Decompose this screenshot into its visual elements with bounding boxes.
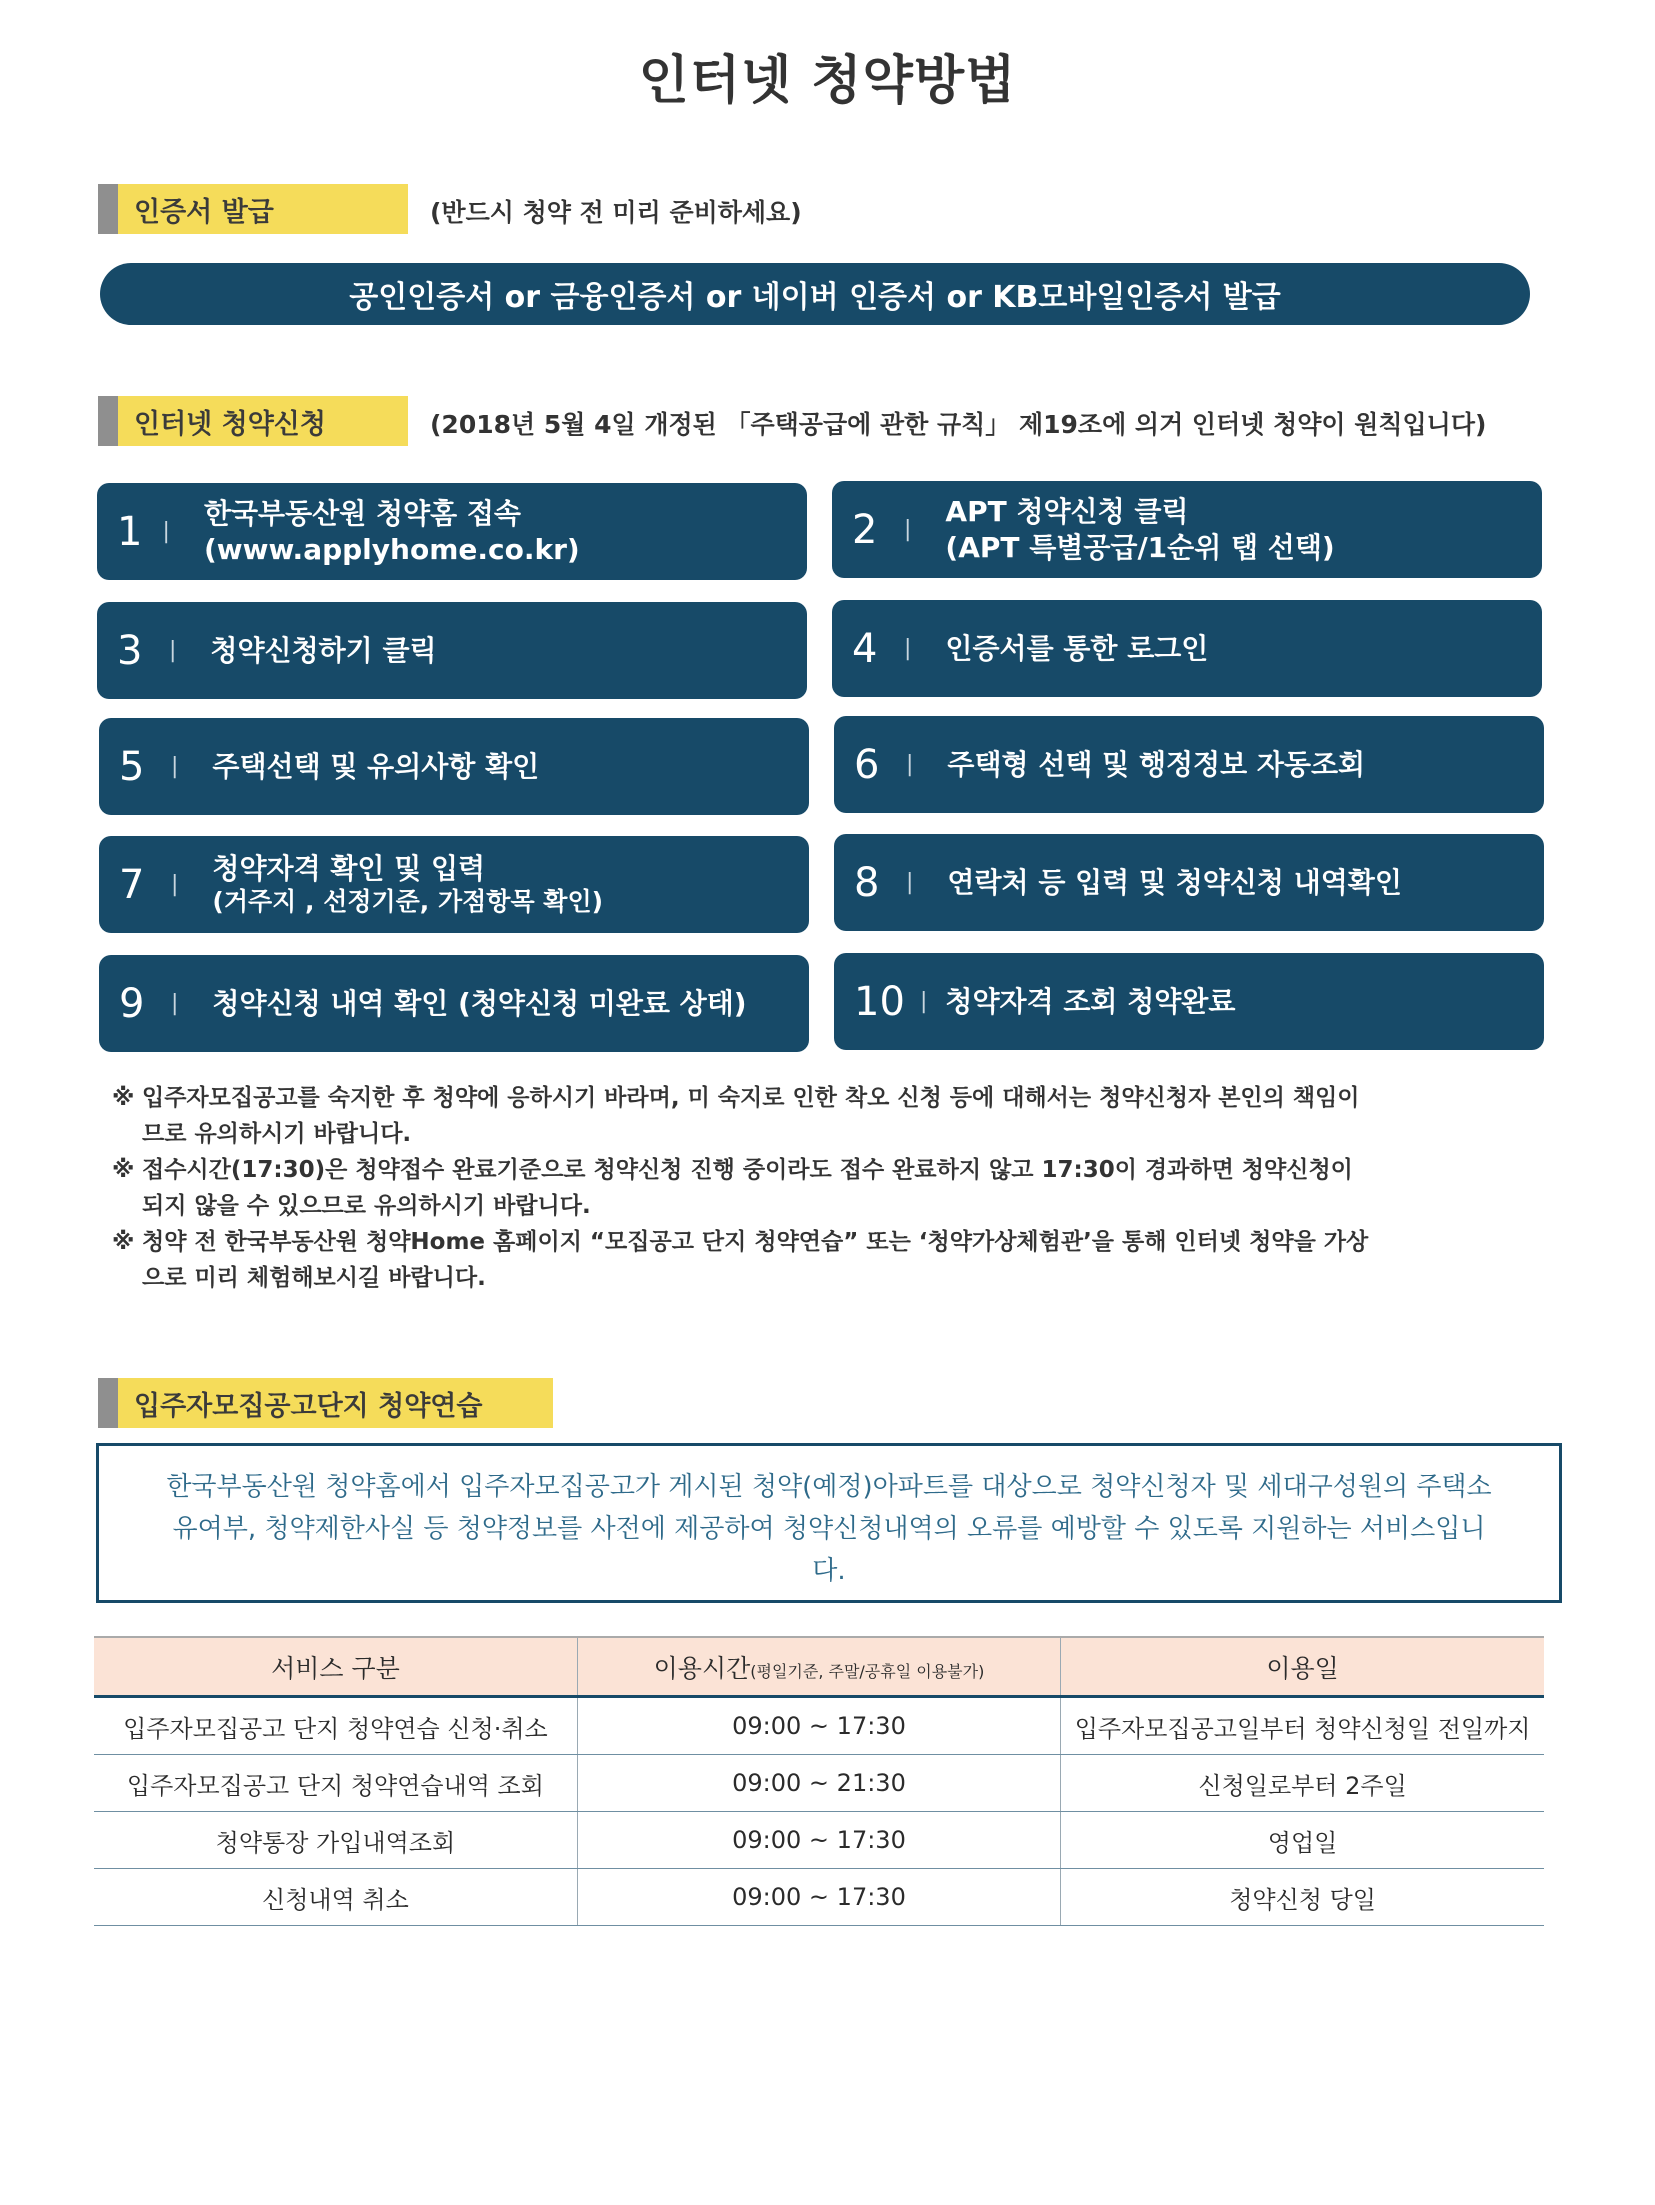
step-separator: | [171,754,179,779]
step-text: 청약신청하기 클릭 [210,633,437,667]
cell-time: 09:00 ~ 21:30 [577,1755,1060,1812]
step-number: 8 [854,859,880,906]
cell-day: 신청일로부터 2주일 [1061,1755,1544,1812]
cell-time: 09:00 ~ 17:30 [577,1812,1060,1869]
cell-time: 09:00 ~ 17:30 [577,1697,1060,1755]
step-9 [99,955,809,1052]
step-7 [99,836,809,933]
step-text: 주택선택 및 유의사항 확인 [212,749,540,783]
step-subtext: (거주지 , 선정기준, 가점항목 확인) [212,887,604,917]
notes-list [112,1080,1372,1296]
step-number: 1 [117,508,143,555]
section-note-internet: (2018년 5월 4일 개정된 「주택공급에 관한 규칙」 제19조에 의거 인터넷 청약이 원칙입니다) [430,410,1487,439]
step-number: 4 [852,625,878,672]
step-text: 한국부동산원 청약홈 접속(www.applyhome.co.kr) [203,496,580,566]
note-mark: ※ [112,1085,135,1111]
section-note-cert: (반드시 청약 전 미리 준비하세요) [430,198,802,227]
step-text: 연락처 등 입력 및 청약신청 내역확인 [947,865,1402,899]
cell-service: 청약통장 가입내역조회 [94,1812,577,1869]
section-title-cert: 인증서 발급 [118,184,408,234]
step-10 [834,953,1544,1050]
note-item [112,1152,1372,1224]
step-separator: | [162,519,170,544]
step-separator: | [904,517,912,542]
step-separator: | [906,870,914,895]
section-marker [98,184,118,234]
step-text: 주택형 선택 및 행정정보 자동조회 [947,747,1366,781]
step-text: 청약자격 확인 및 입력 [212,851,486,885]
step-3 [97,602,807,699]
cell-service: 입주자모집공고 단지 청약연습 신청·취소 [94,1697,577,1755]
service-table [94,1636,1544,1926]
step-separator: | [920,989,928,1014]
step-text: 인증서를 통한 로그인 [945,631,1209,665]
step-number: 9 [119,980,145,1027]
cell-day: 입주자모집공고일부터 청약신청일 전일까지 [1061,1697,1544,1755]
step-number: 5 [119,743,145,790]
step-2 [832,481,1542,578]
note-item [112,1224,1372,1296]
table-row [94,1755,1544,1812]
practice-description: 한국부동산원 청약홈에서 입주자모집공고가 게시된 청약(예정)아파트를 대상으로 청약신청자 및 세대구성원의 주택소유여부, 청약제한사실 등 청약정보를 사전에 제공하여 청약신청내역의 오류를 예방할 수 있도록 지원하는 서비스입니다. [166,1472,1492,1586]
cell-day: 영업일 [1061,1812,1544,1869]
certificate-pill: 공인인증서 or 금융인증서 or 네이버 인증서 or KB모바일인증서 발급 [100,263,1530,325]
section-marker [98,1378,118,1428]
step-separator: | [906,752,914,777]
section-title-internet: 인터넷 청약신청 [118,396,408,446]
step-number: 3 [117,627,143,674]
column-header-time [577,1637,1060,1697]
note-item [112,1080,1372,1152]
step-text: 청약신청 내역 확인 (청약신청 미완료 상태) [212,986,747,1020]
table-row [94,1869,1544,1926]
cell-service: 신청내역 취소 [94,1869,577,1926]
step-1 [97,483,807,580]
step-number: 7 [119,861,145,908]
table-header-row [94,1637,1544,1697]
step-separator: | [904,636,912,661]
section-label-cert [98,184,408,234]
note-mark: ※ [112,1157,135,1183]
step-separator: | [169,638,177,663]
table-row [94,1697,1544,1755]
step-number: 6 [854,741,880,788]
step-number: 10 [854,978,905,1025]
cell-day: 청약신청 당일 [1061,1869,1544,1926]
step-4 [832,600,1542,697]
table-row [94,1812,1544,1869]
step-6 [834,716,1544,813]
step-text: APT 청약신청 클릭 [945,494,1189,528]
column-header-time-label: 이용시간 [653,1653,751,1683]
step-number: 2 [852,506,878,553]
note-text: 청약 전 한국부동산원 청약Home 홈페이지 “모집공고 단지 청약연습” 또는 ‘청약가상체험관’을 통해 인터넷 청약을 가상으로 미리 체험해보시길 바랍니다. [142,1229,1369,1291]
section-title-practice: 입주자모집공고단지 청약연습 [118,1378,553,1428]
column-header-service: 서비스 구분 [94,1637,577,1697]
cell-time: 09:00 ~ 17:30 [577,1869,1060,1926]
section-label-internet [98,396,408,446]
step-separator: | [171,991,179,1016]
section-marker [98,396,118,446]
note-text: 접수시간(17:30)은 청약접수 완료기준으로 청약신청 진행 중이라도 접수 완료하지 않고 17:30이 경과하면 청약신청이 되지 않을 수 있으므로 유의하시기 바랍니다. [142,1157,1353,1219]
section-label-practice [98,1378,553,1428]
step-8 [834,834,1544,931]
column-header-day: 이용일 [1061,1637,1544,1697]
page-title: 인터넷 청약방법 [638,51,1017,111]
step-5 [99,718,809,815]
step-text: 청약자격 조회 청약완료 [945,984,1236,1018]
step-separator: | [171,872,179,897]
column-header-time-note: (평일기준, 주말/공휴일 이용불가) [750,1661,985,1681]
note-text: 입주자모집공고를 숙지한 후 청약에 응하시기 바라며, 미 숙지로 인한 착오 신청 등에 대해서는 청약신청자 본인의 책임이므로 유의하시기 바랍니다. [142,1085,1360,1147]
note-mark: ※ [112,1229,135,1255]
practice-description-box [96,1443,1562,1603]
step-subtext: (APT 특별공급/1순위 탭 선택) [945,530,1335,564]
cell-service: 입주자모집공고 단지 청약연습내역 조회 [94,1755,577,1812]
